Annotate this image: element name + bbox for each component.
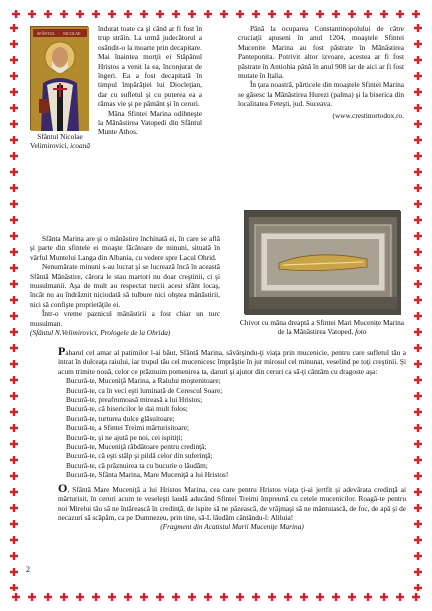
cross-ornament-icon xyxy=(414,360,422,368)
cross-ornament-icon xyxy=(10,376,18,384)
cross-ornament-icon xyxy=(10,360,18,368)
cross-ornament-icon xyxy=(414,440,422,448)
cross-ornament-icon xyxy=(172,593,180,601)
prayer-lines xyxy=(58,376,406,479)
cross-ornament-icon xyxy=(414,392,422,400)
icon-caption-name: Sfântul Nicolae Velimirovici, xyxy=(29,132,83,150)
decorative-border-right xyxy=(412,20,424,591)
reliquary-caption-note: foto xyxy=(355,327,367,337)
cross-ornament-icon xyxy=(414,344,422,352)
decorative-border-top xyxy=(8,8,424,20)
page-number: 2 xyxy=(26,565,30,574)
cross-ornament-icon xyxy=(364,593,372,601)
cross-ornament-icon xyxy=(44,593,52,601)
prayer-attribution: (Fragment din Acatistul Marii Muceniţe Marina) xyxy=(160,522,304,532)
cross-ornament-icon xyxy=(10,520,18,528)
cross-ornament-icon xyxy=(414,168,422,176)
cross-ornament-icon xyxy=(10,584,18,591)
cross-ornament-icon xyxy=(10,408,18,416)
cross-ornament-icon xyxy=(414,88,422,96)
cross-ornament-icon xyxy=(10,232,18,240)
prayer-line: Bucură-te, a Sfintei Treimi mărturisitoare; xyxy=(66,423,190,433)
cross-ornament-icon xyxy=(10,296,18,304)
cross-ornament-icon xyxy=(76,593,84,601)
drop-cap: O xyxy=(58,480,68,495)
cross-ornament-icon xyxy=(10,24,18,32)
cross-ornament-icon xyxy=(10,472,18,480)
cross-ornament-icon xyxy=(10,40,18,48)
content-area xyxy=(24,22,408,588)
cross-ornament-icon xyxy=(10,312,18,320)
paragraph: Într-o vreme paznicul mănăstirii a fost chiar un turc musulman. xyxy=(30,309,220,328)
prayer-line: Bucură-te, turturea dulce glăsuitoare; xyxy=(66,413,175,423)
cross-ornament-icon xyxy=(10,168,18,176)
cross-ornament-icon xyxy=(10,152,18,160)
cross-ornament-icon xyxy=(268,593,276,601)
cross-ornament-icon xyxy=(316,593,324,601)
cross-ornament-icon xyxy=(414,424,422,432)
cross-ornament-icon xyxy=(252,593,260,601)
cross-ornament-icon xyxy=(414,56,422,64)
drop-cap: P xyxy=(58,344,66,358)
paragraph: Nenumărate minuni s-au lucrat şi se lucrează încă în această Sfântă Mănăstire, cărora le stau martori nu doar creştinii, ci şi musulmanii. Aşa de mult au respectat turcii acest sfânt locaş, încât nu au îndrăznit niciodată să tulbure nici obştea mănăstirii, nici să confişte proprietăţile ei. xyxy=(30,262,220,309)
cross-ornament-icon xyxy=(10,424,18,432)
icon-caption xyxy=(24,132,96,150)
cross-ornament-icon xyxy=(414,472,422,480)
prayer-line: Bucură-te, şi ne ajută pe noi, cei ispitiţi; xyxy=(66,432,183,442)
cross-ornament-icon xyxy=(10,552,18,560)
cross-ornament-icon xyxy=(284,593,292,601)
cross-ornament-icon xyxy=(156,593,164,601)
reliquary-caption xyxy=(238,318,406,337)
prayer-line: Bucură-te, Muceniţă răbdătoare pentru credinţă; xyxy=(66,442,207,452)
cross-ornament-icon xyxy=(236,593,244,601)
cross-ornament-icon xyxy=(414,456,422,464)
paragraph: Sfânta Marina are şi o mănăstire închinată ei, în care se află şi parte din sfintele ei moaşte făcătoare de minuni, situată în vârful Muntelui Langa din Albania, cu vedere spre Lacul Ohrid. xyxy=(30,234,220,262)
cross-ornament-icon xyxy=(414,552,422,560)
cross-ornament-icon xyxy=(10,568,18,576)
prayer-final: , Sfântă Mare Muceniţă a lui Hristos Marina, cea care pentru Hristos viaţa ţi-ai jertfit şi adevărata credinţă ai mărturisit, în ceruri acum te veseleşti laudă aducând Sfintei Treimi împreună cu cetele mucenicilor. Roagă-te pentru noi Mirelui tău să ne întărească în credinţă, de ispite să ne păzească, de vrăjmaşi să ne mântuiască, de foc, de apă şi de necazuri să scăpăm, ca pe Dumnezeu, prin tine, să-L lăudăm cântându-l: Aliluia! xyxy=(58,484,406,522)
cross-ornament-icon xyxy=(414,376,422,384)
source-link: (www.crestinortodox.ro. xyxy=(332,110,404,120)
cross-ornament-icon xyxy=(348,593,356,601)
cross-ornament-icon xyxy=(380,593,388,601)
attribution: (Sfântul N.Velimirovici, Prologele de la Ohrida) xyxy=(30,328,171,338)
cross-ornament-icon xyxy=(414,568,422,576)
cross-ornament-icon xyxy=(414,232,422,240)
cross-ornament-icon xyxy=(414,184,422,192)
cross-ornament-icon xyxy=(10,440,18,448)
cross-ornament-icon xyxy=(332,593,340,601)
text-column-right xyxy=(238,24,404,120)
cross-ornament-icon xyxy=(414,216,422,224)
reliquary-photo xyxy=(244,210,400,314)
paragraph: Mâna Sfintei Marina odihneşte la Mănăstirea Vatopedi din Sfântul Munte Athos. xyxy=(98,108,202,137)
cross-ornament-icon xyxy=(60,593,68,601)
cross-ornament-icon xyxy=(10,136,18,144)
cross-ornament-icon xyxy=(10,248,18,256)
prayer-line: Bucură-te, preafrumoasă mireasă a lui Hristos; xyxy=(66,395,203,405)
cross-ornament-icon xyxy=(10,504,18,512)
decorative-border-left xyxy=(8,20,20,591)
icon-caption-note: icoană xyxy=(70,141,90,150)
cross-ornament-icon xyxy=(10,56,18,64)
cross-ornament-icon xyxy=(10,120,18,128)
prayer-line: Bucură-te, că prăznuirea ta cu bucurie o lăudăm; xyxy=(66,460,208,470)
cross-ornament-icon xyxy=(414,280,422,288)
prayer-line: Bucură-te, că bisericilor le dai mult folos; xyxy=(66,404,188,414)
cross-ornament-icon xyxy=(414,504,422,512)
cross-ornament-icon xyxy=(414,136,422,144)
cross-ornament-icon xyxy=(10,104,18,112)
cross-ornament-icon xyxy=(414,40,422,48)
icon-label-right: NICOLAE xyxy=(63,31,81,36)
text-column-middle xyxy=(98,24,202,137)
cross-ornament-icon xyxy=(414,488,422,496)
reliquary-caption-text: Chivot cu mâna dreaptă a Sfintei Mari Mucenițe Marina de la Mănăstirea Vatoped, xyxy=(239,318,405,337)
cross-ornament-icon xyxy=(12,593,20,601)
cross-ornament-icon xyxy=(414,584,422,591)
prayer-line: Bucură-te, Sfânta Marina, Mare Muceniţă a lui Hristos! xyxy=(66,470,229,480)
cross-ornament-icon xyxy=(10,488,18,496)
cross-ornament-icon xyxy=(10,536,18,544)
cross-ornament-icon xyxy=(414,152,422,160)
cross-ornament-icon xyxy=(414,536,422,544)
cross-ornament-icon xyxy=(10,344,18,352)
cross-ornament-icon xyxy=(414,328,422,336)
cross-ornament-icon xyxy=(414,248,422,256)
cross-ornament-icon xyxy=(92,593,100,601)
saint-icon-image xyxy=(30,26,88,130)
cross-ornament-icon xyxy=(28,593,36,601)
cross-ornament-icon xyxy=(10,392,18,400)
cross-ornament-icon xyxy=(412,593,420,601)
cross-ornament-icon xyxy=(10,264,18,272)
cross-ornament-icon xyxy=(414,120,422,128)
cross-ornament-icon xyxy=(414,520,422,528)
cross-ornament-icon xyxy=(10,184,18,192)
cross-ornament-icon xyxy=(300,593,308,601)
cross-ornament-icon xyxy=(204,593,212,601)
cross-ornament-icon xyxy=(188,593,196,601)
cross-ornament-icon xyxy=(414,200,422,208)
cross-ornament-icon xyxy=(414,24,422,32)
cross-ornament-icon xyxy=(124,593,132,601)
decorative-border-bottom xyxy=(8,591,424,603)
prayer-line: Bucură-te, ca în veci eşti luminată de Cerescul Soare; xyxy=(66,385,223,395)
cross-ornament-icon xyxy=(140,593,148,601)
cross-ornament-icon xyxy=(414,264,422,272)
cross-ornament-icon xyxy=(414,104,422,112)
cross-ornament-icon xyxy=(10,280,18,288)
paragraph: Până la ocuparea Constantinopolului de către cruciaţii apuseni în anul 1204, moaştele Sfintei Mucenite Marina au fost păstrate în Mănăstirea Panteponita. Potrivit altor izvoare, acestea ar fi fost păstrate în Antiohia până în anul 908 iar de aici ar fi fost mutate în Italia. xyxy=(238,24,404,81)
cross-ornament-icon xyxy=(414,312,422,320)
cross-ornament-icon xyxy=(396,593,404,601)
cross-ornament-icon xyxy=(10,200,18,208)
akathist-fragment xyxy=(58,344,406,532)
cross-ornament-icon xyxy=(108,593,116,601)
cross-ornament-icon xyxy=(10,456,18,464)
prayer-line: Bucură-te, Muceniţă Marina, a Raiului moştenitoare; xyxy=(66,376,221,386)
cross-ornament-icon xyxy=(220,593,228,601)
icon-label-left: SFÂNTUL xyxy=(37,31,56,36)
cross-ornament-icon xyxy=(10,72,18,80)
paragraph: În ţara noastră, părticele din moaştele Sfintei Marina se găsesc la Mănăstirea Hurezi (palma) şi la biserica din localitatea Feteşti, jud. Suceava. xyxy=(238,80,404,109)
prayer-line: Bucură-te, că eşti stâlp şi pildă celor din suferinţă; xyxy=(66,451,213,461)
text-column-left-bottom xyxy=(30,234,220,337)
cross-ornament-icon xyxy=(10,216,18,224)
paragraph: îndurat toate ca şi când ar fi fost în trup străin. La urmă judecătorul a osândit-o la moarte prin decapitare. Mai înaintea morţii ei Stăpânul Hristos a venit la ea, înconjurat de îngeri. Ea a fost decapitată în timpul împărăţiei lui Diocleţian, dar cu sufletul şi cu puterea ea a rămas vie şi pe pământ şi în ceruri. xyxy=(98,24,202,109)
cross-ornament-icon xyxy=(414,296,422,304)
cross-ornament-icon xyxy=(414,408,422,416)
cross-ornament-icon xyxy=(10,328,18,336)
cross-ornament-icon xyxy=(10,88,18,96)
prayer-intro: aharul cel amar al patimilor l-ai băut, Sfântă Marina, săvârşindu-ţi viaţa prin mucenicie, pentru care sufletul tău a intrat în dulceaţa raiului, iar trupul tău cel mucenicesc împrăştie în jur mirosul cel minunat, veselind pe toţi creştinii. Şi acum trimite nouă, celor ce prăznuim pomenirea ta, daruri şi ajutor din ceruri ca să-ţi cântăm cu dragoste aşa: xyxy=(58,348,406,376)
cross-ornament-icon xyxy=(414,72,422,80)
